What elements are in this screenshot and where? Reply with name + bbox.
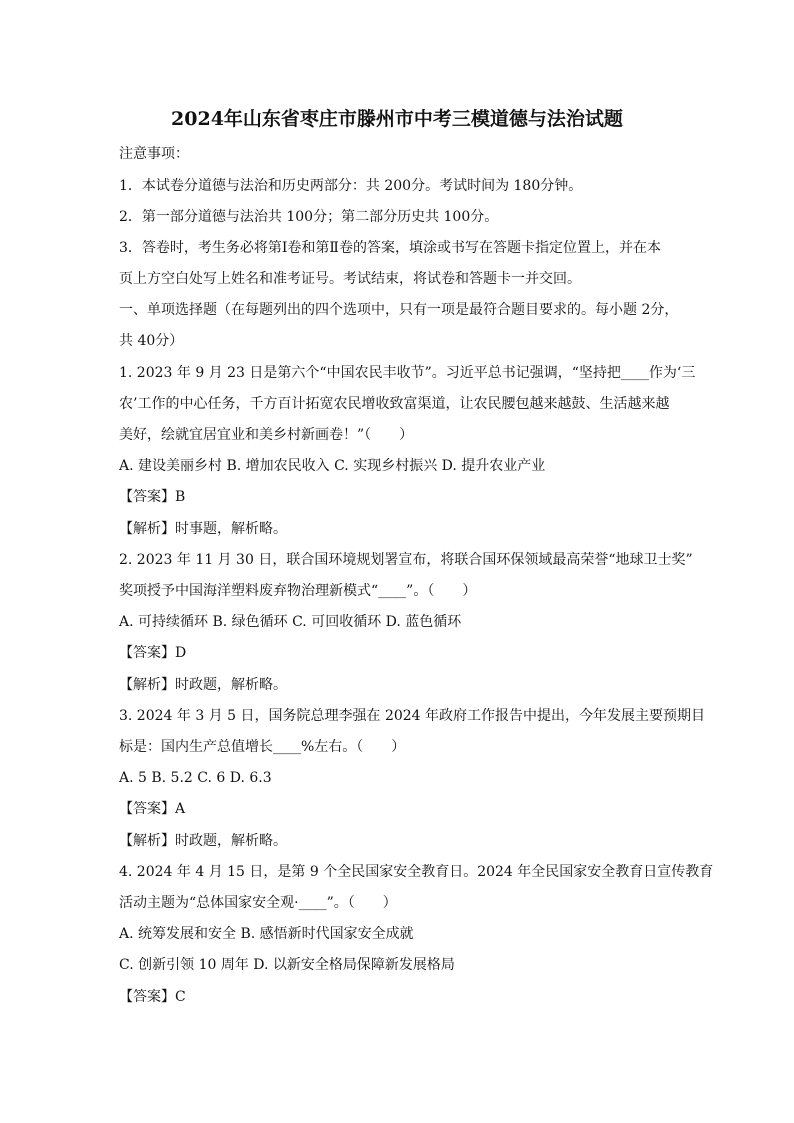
question-1-text: 1. 2023 年 9 月 23 日是第六个“中国农民丰收节”。习近平总书记强调，“坚持把____作为‘三 bbox=[119, 365, 696, 381]
question-1-analysis: 【解析】时事题，解析略。 bbox=[119, 521, 287, 537]
question-4-options-2: C. 创新引领 10 周年 D. 以新安全格局保障新发展格局 bbox=[119, 957, 455, 973]
notice-item-3: 3．答卷时，考生务必将第Ⅰ卷和第Ⅱ卷的答案，填涂或书写在答题卡指定位置上，并在本 bbox=[119, 240, 661, 256]
question-3-text-cont: 标是：国内生产总值增长____%左右。（ ） bbox=[119, 739, 406, 755]
question-2-options: A. 可持续循环 B. 绿色循环 C. 可回收循环 D. 蓝色循环 bbox=[119, 614, 462, 630]
question-1-answer: 【答案】B bbox=[119, 489, 186, 505]
question-2-text: 2. 2023 年 11 月 30 日，联合国环境规划署宣布，将联合国环保领域最高荣誉“地球卫士奖” bbox=[119, 552, 693, 568]
question-4-text-cont: 活动主题为“总体国家安全观·____”。（ ） bbox=[119, 895, 397, 911]
notice-item-2: 2．第一部分道德与法治共 100分；第二部分历史共 100分。 bbox=[119, 209, 499, 225]
question-2-analysis: 【解析】时政题，解析略。 bbox=[119, 677, 287, 693]
question-3-analysis: 【解析】时政题，解析略。 bbox=[119, 833, 287, 849]
question-1-options: A. 建设美丽乡村 B. 增加农民收入 C. 实现乡村振兴 D. 提升农业产业 bbox=[119, 458, 546, 474]
notice-heading: 注意事项： bbox=[119, 146, 189, 162]
section-heading: 一、单项选择题（在每题列出的四个选项中，只有一项是最符合题目要求的。每小题 2分， bbox=[119, 302, 679, 318]
notice-item-3-cont: 页上方空白处写上姓名和准考证号。考试结束，将试卷和答题卡一并交回。 bbox=[119, 271, 581, 287]
question-2-answer: 【答案】D bbox=[119, 645, 187, 661]
question-4-options-1: A. 统筹发展和安全 B. 感悟新时代国家安全成就 bbox=[119, 926, 414, 942]
page-title: 2024年山东省枣庄市滕州市中考三模道德与法治试题 bbox=[171, 108, 623, 130]
question-3-text: 3. 2024 年 3 月 5 日，国务院总理李强在 2024 年政府工作报告中提出，今年发展主要预期目 bbox=[119, 708, 706, 724]
question-3-answer: 【答案】A bbox=[119, 801, 186, 817]
question-2-text-cont: 奖项授予中国海洋塑料废弃物治理新模式“____”。（ ） bbox=[119, 583, 477, 599]
question-1-text-cont: 美好，绘就宜居宜业和美乡村新画卷！”（ ） bbox=[119, 427, 414, 443]
question-4-text: 4. 2024 年 4 月 15 日，是第 9 个全民国家安全教育日。2024 年全民国家安全教育日宣传教育 bbox=[119, 864, 714, 880]
question-1-text-cont: 农’工作的中心任务，千方百计拓宽农民增收致富渠道，让农民腰包越来越鼓、生活越来越 bbox=[119, 396, 670, 412]
notice-item-1: 1．本试卷分道德与法治和历史两部分：共 200分。考试时间为 180分钟。 bbox=[119, 178, 583, 194]
question-4-answer: 【答案】C bbox=[119, 989, 186, 1005]
section-heading-cont: 共 40分） bbox=[119, 333, 184, 349]
question-3-options: A. 5 B. 5.2 C. 6 D. 6.3 bbox=[119, 770, 272, 786]
